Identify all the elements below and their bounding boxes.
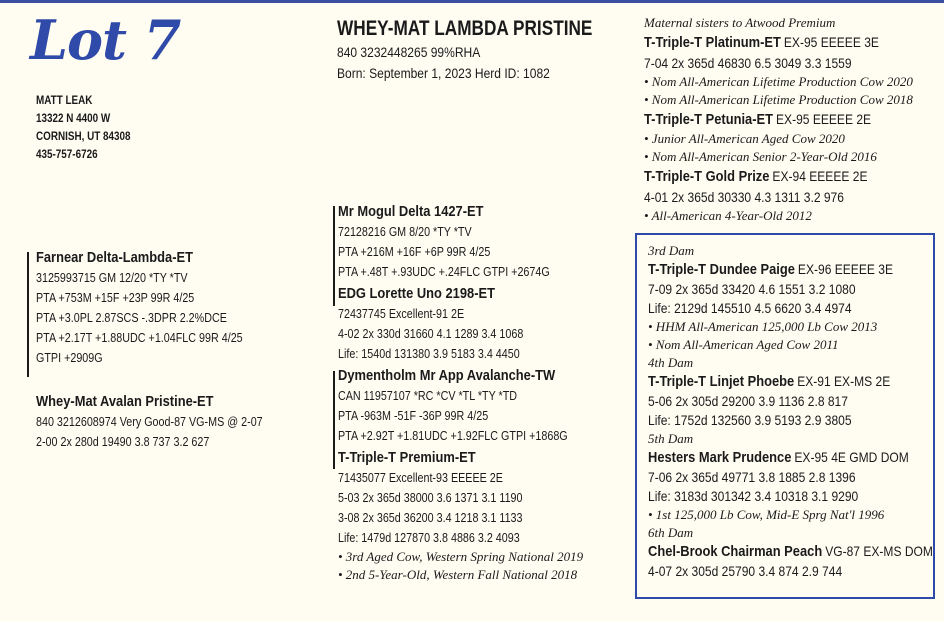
- sire-line: 3125993715 GM 12/20 *TY *TV: [36, 271, 188, 285]
- dam-line: 2-00 2x 280d 19490 3.8 737 3.2 627: [36, 435, 210, 449]
- dam4-label: 4th Dam: [648, 355, 694, 370]
- owner-address-1: 13322 N 4400 W: [36, 113, 111, 125]
- dam-sire-name: Dymentholm Mr App Avalanche-TW: [338, 367, 556, 384]
- dam3-block: [648, 260, 933, 318]
- sire-dam-line: 4-02 2x 330d 31660 4.1 1289 3.4 1068: [338, 327, 524, 341]
- dam-dam-name: T-Triple-T Premium-ET: [338, 449, 476, 466]
- lot-title: Lot 7: [30, 8, 181, 72]
- owner-address-2: CORNISH, UT 84308: [36, 131, 131, 143]
- animal-header: [337, 16, 648, 84]
- sire-line: PTA +753M +15F +23P 99R 4/25: [36, 291, 195, 305]
- owner-block: [36, 92, 131, 164]
- sire-sire-line: PTA +.48T +.93UDC +.24FLC GTPI +2674G: [338, 265, 550, 279]
- sister-honor: • Nom All-American Lifetime Production Cow 2020: [644, 74, 913, 89]
- dam6-label: 6th Dam: [648, 525, 694, 540]
- sister-honor: • All-American 4-Year-Old 2012: [644, 208, 812, 223]
- sister-class: EX-95 EEEEE 2E: [776, 111, 872, 127]
- dam-dam-honor: • 3rd Aged Cow, Western Spring National 2019: [338, 549, 584, 564]
- dam-name: Whey-Mat Avalan Pristine-ET: [36, 393, 214, 410]
- dam6-class: VG-87 EX-MS DOM: [825, 543, 933, 559]
- dam-sire-block: [338, 366, 568, 446]
- dam4-name: T-Triple-T Linjet Phoebe: [648, 373, 795, 390]
- dam5-class: EX-95 4E GMD DOM: [794, 449, 909, 465]
- owner-phone: 435-757-6726: [36, 149, 98, 161]
- sire-sire-line: PTA +216M +16F +6P 99R 4/25: [338, 245, 491, 259]
- dam6-record: 4-07 2x 305d 25790 3.4 874 2.9 744: [648, 563, 843, 579]
- dam-line: 840 3212608974 Very Good-87 VG-MS @ 2-07: [36, 415, 263, 429]
- lineage-content: [648, 242, 944, 581]
- dam-dam-honors: [338, 548, 583, 584]
- dam4-record: 5-06 2x 305d 29200 3.9 1136 2.8 817: [648, 393, 848, 409]
- sister-gold-prize: [644, 166, 879, 207]
- sire-line: PTA +3.0PL 2.87SCS -.3DPR 2.2%DCE: [36, 311, 227, 325]
- sister-class: EX-95 EEEEE 3E: [783, 34, 879, 50]
- sire-dam-line: Life: 1540d 131380 3.9 5183 3.4 4450: [338, 347, 520, 361]
- dam-dam-block: [338, 448, 523, 548]
- sire-dam-block: [338, 284, 523, 364]
- sister-honor: • Nom All-American Senior 2-Year-Old 2016: [644, 149, 877, 164]
- dam-dam-line: 71435077 Excellent-93 EEEEE 2E: [338, 471, 503, 485]
- dam5-label: 5th Dam: [648, 431, 694, 446]
- dam-block: [36, 392, 263, 452]
- top-border: [0, 0, 944, 3]
- dam3-record: 7-09 2x 365d 33420 4.6 1551 3.2 1080: [648, 281, 856, 297]
- sire-bracket: [27, 252, 29, 377]
- dam3-label: 3rd Dam: [648, 243, 695, 258]
- sire-sire-bracket: [333, 206, 335, 306]
- sire-line: GTPI +2909G: [36, 351, 103, 365]
- sister-name: T-Triple-T Gold Prize: [644, 168, 770, 185]
- sire-dam-name: EDG Lorette Uno 2198-ET: [338, 285, 495, 302]
- animal-born: Born: September 1, 2023 Herd ID: 1082: [337, 65, 550, 81]
- dam-sire-bracket: [333, 371, 335, 469]
- dam5-record: 7-06 2x 365d 49771 3.8 1885 2.8 1396: [648, 469, 856, 485]
- dam4-class: EX-91 EX-MS 2E: [797, 373, 891, 389]
- dam-sire-line: PTA -963M -51F -36P 99R 4/25: [338, 409, 489, 423]
- sire-name: Farnear Delta-Lambda-ET: [36, 249, 193, 266]
- maternal-heading: Maternal sisters to Atwood Premium: [644, 15, 836, 30]
- dam3-record: Life: 2129d 145510 4.5 6620 3.4 4974: [648, 300, 852, 316]
- animal-id: 840 3232448265 99%RHA: [337, 44, 481, 60]
- sister-name: T-Triple-T Platinum-ET: [644, 34, 781, 51]
- sister-name: T-Triple-T Petunia-ET: [644, 111, 774, 128]
- dam6-name: Chel-Brook Chairman Peach: [648, 543, 823, 560]
- sister-platinum: [644, 32, 879, 73]
- dam-sire-line: PTA +2.92T +1.81UDC +1.92FLC GTPI +1868G: [338, 429, 568, 443]
- dam3-honor: • Nom All-American Aged Cow 2011: [648, 337, 839, 352]
- sire-block: [36, 248, 243, 368]
- sire-dam-line: 72437745 Excellent-91 2E: [338, 307, 465, 321]
- dam3-honor: • HHM All-American 125,000 Lb Cow 2013: [648, 319, 878, 334]
- dam-dam-honor: • 2nd 5-Year-Old, Western Fall National 2018: [338, 567, 578, 582]
- sister-honor: • Nom All-American Lifetime Production Cow 2018: [644, 92, 913, 107]
- maternal-sisters: [644, 14, 917, 225]
- dam-dam-line: 5-03 2x 365d 38000 3.6 1371 3.1 1190: [338, 491, 523, 505]
- sister-record: 4-01 2x 365d 30330 4.3 1311 3.2 976: [644, 189, 844, 205]
- dam4-block: [648, 372, 933, 430]
- sire-line: PTA +2.17T +1.88UDC +1.04FLC 99R 4/25: [36, 331, 243, 345]
- sire-sire-block: [338, 202, 550, 282]
- sire-sire-name: Mr Mogul Delta 1427-ET: [338, 203, 484, 220]
- dam4-record: Life: 1752d 132560 3.9 5193 2.9 3805: [648, 412, 852, 428]
- dam-dam-line: Life: 1479d 127870 3.8 4886 3.2 4093: [338, 531, 520, 545]
- dam6-block: [648, 542, 933, 581]
- dam-dam-line: 3-08 2x 365d 36200 3.4 1218 3.1 1133: [338, 511, 523, 525]
- sister-class: EX-94 EEEEE 2E: [772, 168, 868, 184]
- sire-sire-line: 72128216 GM 8/20 *TY *TV: [338, 225, 472, 239]
- dam5-record: Life: 3183d 301342 3.4 10318 3.1 9290: [648, 488, 859, 504]
- dam5-honor: • 1st 125,000 Lb Cow, Mid-E Sprg Nat'l 1996: [648, 507, 885, 522]
- animal-name: WHEY-MAT LAMBDA PRISTINE: [337, 17, 593, 40]
- dam3-class: EX-96 EEEEE 3E: [797, 261, 893, 277]
- sister-record: 7-04 2x 365d 46830 6.5 3049 3.3 1559: [644, 55, 852, 71]
- dam5-name: Hesters Mark Prudence: [648, 449, 792, 466]
- dam5-block: [648, 448, 933, 506]
- owner-name: MATT LEAK: [36, 95, 93, 107]
- dam3-name: T-Triple-T Dundee Paige: [648, 261, 795, 278]
- sister-petunia: [644, 109, 879, 130]
- sister-honor: • Junior All-American Aged Cow 2020: [644, 131, 845, 146]
- dam-sire-line: CAN 11957107 *RC *CV *TL *TY *TD: [338, 389, 518, 403]
